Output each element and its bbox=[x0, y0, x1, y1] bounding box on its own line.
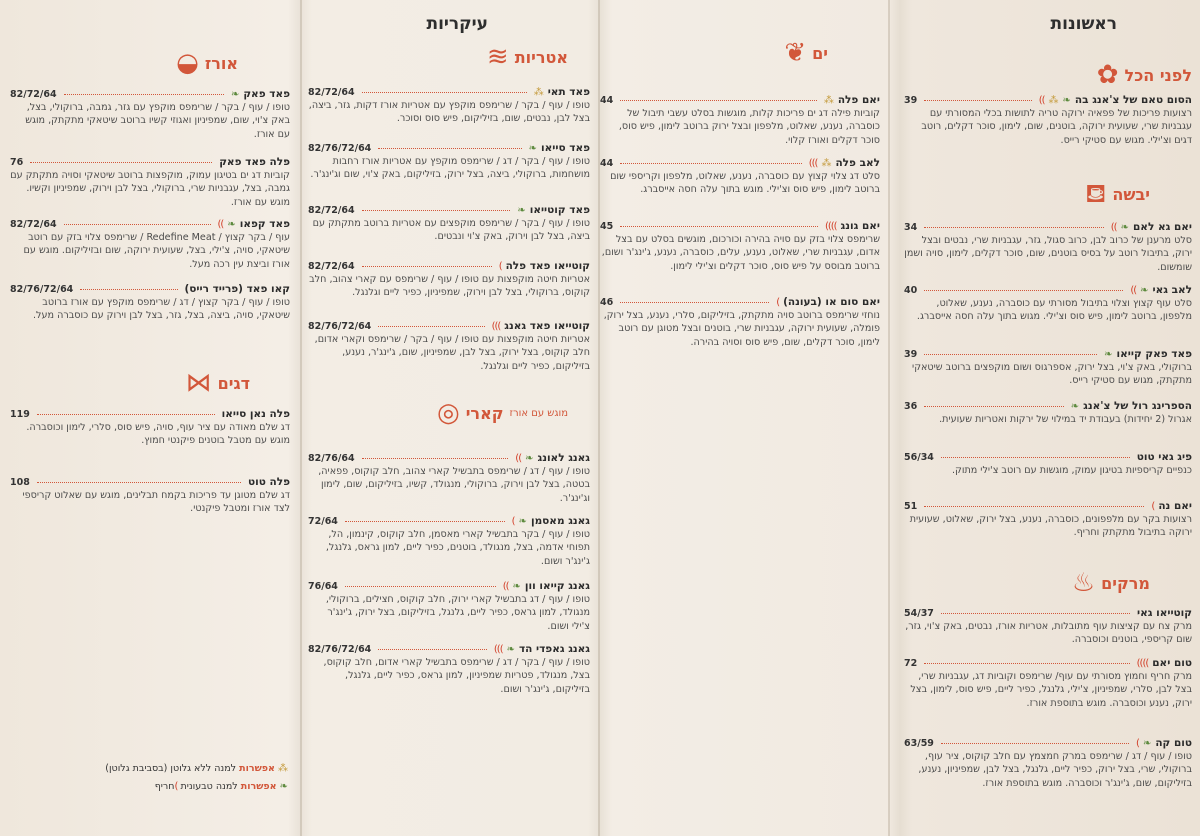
menu-item bbox=[904, 221, 1192, 274]
chili-icon: ))) bbox=[491, 321, 501, 332]
leaf-icon: ❧ bbox=[1120, 222, 1129, 233]
dish-name: יאם גא לאם bbox=[1132, 221, 1192, 233]
leaf-icon: ❧ bbox=[517, 205, 526, 216]
dish-name: פאד קוטייאו bbox=[529, 204, 590, 216]
dish-name: פאד סייאו bbox=[541, 142, 590, 154]
dish-name: קאו פאד (פרייד רייס) bbox=[184, 283, 290, 295]
section-title: אורז bbox=[204, 53, 238, 73]
menu-item bbox=[10, 88, 290, 141]
chili-icon: )) bbox=[502, 581, 509, 592]
menu-item bbox=[904, 657, 1192, 710]
dish-description: קוביות פילה דג ים פריכות קלות, מוגשות בסלט עשבי תיבול של כוסברה, נענע, שאלוט, מלפפון ובצל ירוק ברוטב לימון, פיש סוס, סוכר דקלים ואורז קלוי. bbox=[618, 108, 880, 146]
dish-description: אטריות חיטה מוקפצות עם טופו / עוף / בקר / שרימפס וקארי אדום, חלב קוקוס, בצל ירוק, בצל לבן, שמפיניון, שום, ג'ינג'ר, נענע, בזיליקום, כפיר ליים וגלנגל. bbox=[314, 334, 590, 372]
menu-item bbox=[308, 452, 590, 505]
dish-price: 82/72/64 bbox=[308, 261, 355, 272]
dish-description: מרק חריף וחמוץ מסורתי עם עוף/ שרימפס וקוביות דג, עגבניות שרי, בצל לבן, סלרי, שמפיניון, צ'ילי, גלנגל, כפיר ליים, פיש סוס, לימון, בצל ירוק, נענע וכוסברה. מוגש בתוספת אורז. bbox=[910, 671, 1192, 709]
dish-name: פלה טוט bbox=[248, 476, 290, 488]
dish-description: אטריות חיטה מוקפצות עם טופו / עוף / שרימפס עם קארי צהוב, חלב קוקוס, ברוקולי, בצל לבן וירוק, שמפיניון, כפיר ליים וגלנגל. bbox=[309, 274, 590, 299]
menu-item-header bbox=[308, 452, 590, 465]
menu-item bbox=[904, 284, 1192, 324]
chili-icon: ) bbox=[511, 516, 515, 527]
dish-price: 82/76/64 bbox=[308, 453, 355, 464]
section-title: קארי bbox=[465, 403, 504, 423]
dish-description: קוביות דג ים בטיגון עמוק, מוקפצות ברוטב שיטאקי וסויה מתקתק עם גמבה, בצל, עגבניות שרי, ברוקולי, בצל לבן וירוק, שמפיניון וקשיו. מוגש עם אורז. bbox=[10, 170, 290, 208]
dish-name: גאנג גאפדי הד bbox=[519, 643, 590, 655]
menu-item bbox=[904, 500, 1192, 540]
section-header-soups bbox=[1072, 570, 1150, 596]
section-header-curry bbox=[437, 400, 568, 426]
menu-item bbox=[904, 348, 1192, 388]
section-header-rice bbox=[176, 50, 238, 76]
menu-item bbox=[904, 94, 1192, 147]
menu-item-header bbox=[10, 408, 290, 421]
dish-name: קוטייאו פאד פלה bbox=[505, 260, 590, 272]
menu-panel-rice-fish bbox=[0, 0, 298, 836]
dotted-leader bbox=[378, 326, 484, 327]
dish-description: טופו / עוף / דג / שרימפס בתבשיל קארי צהוב, חלב קוקוס, פפאיה, בטטה, בצל לבן וירוק, ברוקולי, מנגולד, קשיו, בזיליקום, שום, לימון וג'ינג'ר. bbox=[318, 466, 590, 504]
chili-icon: ) bbox=[776, 297, 780, 308]
dish-name: פאד פאק bbox=[243, 88, 290, 100]
dotted-leader bbox=[30, 162, 212, 163]
dish-name: פיג גאי טוט bbox=[1136, 451, 1192, 463]
menu-item-header bbox=[904, 607, 1192, 620]
dotted-leader bbox=[378, 649, 487, 650]
section-title: יבשה bbox=[1112, 184, 1150, 204]
dish-price: 39 bbox=[904, 95, 918, 106]
menu-panel-sea bbox=[600, 0, 888, 836]
section-title: מרקים bbox=[1101, 573, 1150, 593]
dotted-leader bbox=[37, 414, 215, 415]
chili-icon: ) bbox=[1136, 738, 1139, 749]
dotted-leader bbox=[64, 224, 211, 225]
leaf-icon: ❧ bbox=[1070, 401, 1080, 412]
dish-price: 46 bbox=[600, 297, 614, 308]
soup-bowl-icon: ♨ bbox=[1071, 568, 1096, 598]
dish-description: עוף / בקר קצוץ / Redefine Meat / שרימפס צלוי בזק עם רוטב שיטאקי, סויה, צ'ילי, בצל, שעועית ירוקה, שום ובזיליקום. מוגש עם אורז וביצת עין רכה מעל. bbox=[23, 232, 290, 270]
dish-price: 54/37 bbox=[904, 608, 934, 619]
menu-item-header bbox=[600, 220, 880, 233]
dotted-leader bbox=[620, 302, 769, 303]
menu-item bbox=[600, 157, 880, 197]
dish-price: 82/76/72/64 bbox=[10, 284, 74, 295]
menu-item bbox=[308, 204, 590, 244]
dish-price: 82/76/72/64 bbox=[308, 644, 372, 655]
mortar-icon: ⛾ bbox=[1085, 179, 1107, 209]
leaf-icon: ❧ bbox=[528, 143, 538, 154]
curry-bowl-icon: ◎ bbox=[437, 398, 460, 428]
dish-name: יאם סום או (בעונה) bbox=[783, 296, 880, 308]
menu-panel-starters bbox=[893, 0, 1200, 836]
menu-item-header bbox=[10, 88, 290, 101]
dish-price: 44 bbox=[600, 158, 614, 169]
fish-icon: ⋈ bbox=[185, 368, 212, 398]
panel-title: עיקריות bbox=[426, 14, 488, 34]
panel-title: ראשונות bbox=[1050, 14, 1117, 34]
dish-price: 72 bbox=[904, 658, 918, 669]
menu-item bbox=[10, 408, 290, 448]
dish-description: שרימפס צלוי בזק עם סויה בהירה וכורכום, מוגשים בסלט עם בצל אדום, עגבניות שרי, שאלוט, נענע, עלים, כוסברה, נענע, ג'ינג'ר ושום, ברוטב מבוסס על פיש סוס, סוכר דקלים וצ'ילי לימון. bbox=[601, 234, 880, 272]
leaf-icon: ❧ bbox=[512, 581, 521, 592]
dish-description: טופו / עוף / בקר / שרימפס מוקפצים עם אטריות ברוטב מתקתק עם ביצה, בצל לבן וירוק, באק צ'וי ונבטים. bbox=[312, 218, 590, 243]
section-title: לפני הכל bbox=[1124, 65, 1192, 85]
dish-price: 76 bbox=[10, 157, 24, 168]
dish-price: 34 bbox=[904, 222, 918, 233]
dotted-leader bbox=[345, 521, 505, 522]
section-subtitle: מוגש עם אורז bbox=[509, 407, 568, 419]
menu-item bbox=[308, 515, 590, 568]
dish-description: רצועות בקר עם מלפפונים, כוסברה, נענע, בצל ירוק, שאלוט, שעועית ירוקה בתיבול מתקתק וחריף. bbox=[909, 514, 1192, 539]
wheat-icon: ⁂ bbox=[1048, 95, 1059, 106]
dish-price: 56/34 bbox=[904, 452, 934, 463]
dish-description: טופו / עוף / דג בתבשיל קארי ירוק, חלב קוקוס, חצילים, ברוקולי, מנגולד, למון גראס, כפיר ליים, גלנגל, בזיליקום, בצל ירוק, ג'ינג'ר צ'ילי ושום. bbox=[325, 594, 590, 632]
menu-item-header bbox=[308, 320, 590, 333]
dish-name: יאם פלה bbox=[837, 94, 880, 106]
leaf-icon: ❧ bbox=[525, 453, 534, 464]
menu-item-header bbox=[10, 283, 290, 296]
dish-price: 82/72/64 bbox=[10, 219, 57, 230]
dish-price: 63/59 bbox=[904, 738, 934, 749]
dish-name: פלה פאד פאק bbox=[219, 156, 290, 168]
menu-item-header bbox=[904, 657, 1192, 670]
dish-name: פאד פאק קייאו bbox=[1116, 348, 1192, 360]
dotted-leader bbox=[941, 613, 1130, 614]
dotted-leader bbox=[362, 266, 492, 267]
dotted-leader bbox=[924, 506, 1144, 507]
leaf-icon: ❧ bbox=[1140, 285, 1149, 296]
dish-name: לאב פלה bbox=[835, 157, 880, 169]
menu-item bbox=[10, 476, 290, 516]
section-header-fish bbox=[186, 370, 250, 396]
dish-name: הסום טאם של צ'אנג בה bbox=[1074, 94, 1192, 106]
chili-icon: ) bbox=[174, 781, 178, 792]
menu-item-header bbox=[904, 500, 1192, 513]
menu-item-header bbox=[308, 86, 590, 99]
dish-description: נוחזי שרימפס ברוטב סויה מתקתק, בזיליקום, סלרי, נענע, בצל ירוק, פומלה, שעועית ירוקה, עגבניות שרי, בוטנים ובצל מטוגן עם רוטב לימון, סוכר דקלים, שום, פיש סוס וסויה בהירה. bbox=[603, 310, 880, 348]
dish-price: 44 bbox=[600, 95, 614, 106]
dotted-leader bbox=[924, 663, 1129, 664]
rice-bowl-icon: ◒ bbox=[176, 48, 199, 78]
leaf-icon: ❧ bbox=[1142, 738, 1152, 749]
legend-gluten-free: ⁂ אפשרות למנה ללא גלוטן (בסביבת גלוטן) bbox=[105, 763, 288, 774]
dish-price: 76/64 bbox=[308, 581, 338, 592]
dish-description: טופו / עוף / בקר / שרימפס מוקפץ עם אטריות אורז דקות, גזר, ביצה, בצל לבן, נבטים, שום, בזיליקום, פיש סוס וסוכר. bbox=[308, 100, 590, 125]
chili-icon: )))) bbox=[824, 221, 837, 232]
dish-price: 72/64 bbox=[308, 516, 338, 527]
dotted-leader bbox=[362, 92, 527, 93]
chili-icon: ))) bbox=[493, 644, 503, 655]
wheat-icon: ⁂ bbox=[821, 158, 832, 169]
menu-item-header bbox=[600, 94, 880, 107]
section-header-noodles bbox=[487, 44, 568, 70]
dish-name: גאנג לאונג bbox=[537, 452, 590, 464]
dish-price: 39 bbox=[904, 349, 918, 360]
dotted-leader bbox=[64, 94, 224, 95]
dotted-leader bbox=[37, 482, 241, 483]
fish-net-icon: ❦ bbox=[784, 38, 807, 68]
dotted-leader bbox=[924, 290, 1123, 291]
dish-name: הספרינג רול של צ'אנג bbox=[1083, 400, 1192, 412]
menu-item bbox=[308, 320, 590, 373]
dish-description: טופו / עוף / בקר קצוץ / דג / שרימפס מוקפץ עם אורז ברוטב שיטאקי, סויה, ביצה, בצל, גזר, בצל לבן וירוק עם כוסברה מעל. bbox=[33, 297, 290, 322]
menu-item-header bbox=[600, 157, 880, 170]
noodles-chopsticks-icon: ≋ bbox=[486, 42, 509, 72]
dish-price: 82/72/64 bbox=[10, 89, 57, 100]
dotted-leader bbox=[924, 354, 1097, 355]
menu-item-header bbox=[904, 737, 1192, 750]
dotted-leader bbox=[80, 289, 177, 290]
menu-item bbox=[10, 218, 290, 271]
dotted-leader bbox=[941, 743, 1129, 744]
dish-name: פאד תאי bbox=[547, 86, 590, 98]
dish-name: גאנג מאסמן bbox=[530, 515, 590, 527]
dish-price: 82/76/72/64 bbox=[308, 321, 372, 332]
dotted-leader bbox=[941, 457, 1130, 458]
dotted-leader bbox=[924, 100, 1031, 101]
dish-price: 51 bbox=[904, 501, 918, 512]
dish-name: גאנג קייאו וון bbox=[524, 580, 590, 592]
dish-description: דג שלם מאודה עם ציר עוף, סויה, פיש סוס, סלרי, לימון וכוסברה. מוגש עם מטבל בוטנים פיקנטי חמוץ. bbox=[26, 422, 290, 447]
menu-item-header bbox=[308, 142, 590, 155]
chili-icon: )) bbox=[217, 219, 224, 230]
menu-item bbox=[600, 220, 880, 273]
dish-price: 82/72/64 bbox=[308, 87, 355, 98]
dish-price: 45 bbox=[600, 221, 614, 232]
dotted-leader bbox=[362, 458, 509, 459]
menu-item-header bbox=[308, 204, 590, 217]
menu-item bbox=[308, 260, 590, 300]
section-header-dry bbox=[1085, 181, 1150, 207]
dish-description: דג שלם מטוגן עד פריכות בקמח תבלינים, מוגש עם שאלוט קריספי לצד אורז ומטבל פיקנטי. bbox=[22, 490, 290, 515]
menu-item-header bbox=[600, 296, 880, 309]
menu-item-header bbox=[308, 580, 590, 593]
dish-price: 40 bbox=[904, 285, 918, 296]
menu-item-header bbox=[10, 218, 290, 231]
menu-item-header bbox=[904, 400, 1192, 413]
dish-name: טום קה bbox=[1155, 737, 1192, 749]
dish-name: קוטייאו פאד גאנג bbox=[504, 320, 590, 332]
menu-item-header bbox=[904, 451, 1192, 464]
dish-description: אגרול (2 יחידות) בעבודת יד במילוי של ירקות ואטריות שעועית. bbox=[939, 414, 1192, 426]
dish-description: רצועות פריכות של פפאיה ירוקה טריה לתושות בכלי המסורתי עם עגבניות שרי, שעועית ירוקה, בוטנים, שום, לימון, סוכר דקלים, רוטב דגים וצ'ילי. מגוש עם סטיקי רייס. bbox=[921, 108, 1192, 146]
dish-name: יאם נה bbox=[1158, 500, 1192, 512]
leaf-icon: ❧ bbox=[227, 219, 236, 230]
chili-icon: ))) bbox=[808, 158, 818, 169]
dish-description: טופו / עוף / בקר / דג / שרימפס מוקפץ עם אטריות אורז רחבות מושחמות, ברוקולי, ביצה, בצל ירוק, בזיליקום, באק צ'וי, שום וג'ינג'ר. bbox=[310, 156, 590, 181]
section-header-sea bbox=[784, 40, 828, 66]
dish-description: כנפיים קריספיות בטיגון עמוק, מוגשות עם רוטב צ'ילי מתוק. bbox=[951, 465, 1192, 477]
dish-price: 36 bbox=[904, 401, 918, 412]
dish-name: טום יאם bbox=[1152, 657, 1192, 669]
menu-item bbox=[904, 737, 1192, 790]
leaf-icon: ❧ bbox=[1062, 95, 1071, 106]
dish-description: מרק צח עם קציצות עוף מתובלות, אטריות אורז, נבטים, באק צ'וי, גזר, שום קריספי, בוטנים וכוסברה. bbox=[905, 621, 1192, 646]
chili-icon: ) bbox=[498, 261, 502, 272]
leaf-icon: ❧ bbox=[1104, 349, 1113, 360]
menu-item bbox=[308, 86, 590, 126]
legend-vegan: ❧ אפשרות למנה טבעונית )חריף bbox=[154, 781, 288, 792]
menu-item bbox=[308, 142, 590, 182]
dotted-leader bbox=[924, 406, 1064, 407]
dish-description: סלט דג צלוי קצוץ עם כוסברה, נענע, שאלוט, מלפפון וקריספי שום ברוטב לימון, פיש סוס וצ'ילי. מוגש בתוך עלה חסה אייסברג. bbox=[610, 171, 880, 196]
menu-item-header bbox=[904, 221, 1192, 234]
section-header-before bbox=[1097, 62, 1192, 88]
section-title: ים bbox=[812, 43, 828, 63]
dish-description: טופו / עוף / דג / שרימפס במרק חמצמץ עם חלב קוקוס, ציר עוף, ברוקולי, שרי, בצל ירוק, כפיר ליים, גלנגל, בצל לבן, שמפיניון, נענע, בזיליקום, שום, ג'ינג'ר וכוסברה. מוגש בתוספת אורז. bbox=[918, 751, 1192, 789]
dish-name: פלה נאן סייאו bbox=[221, 408, 290, 420]
dotted-leader bbox=[345, 586, 496, 587]
menu-item-header bbox=[308, 643, 590, 656]
menu-item bbox=[308, 643, 590, 696]
menu-legend bbox=[48, 760, 288, 796]
section-title: דגים bbox=[217, 373, 250, 393]
chili-icon: )))) bbox=[1136, 658, 1149, 669]
leaf-icon: ❧ bbox=[230, 89, 240, 100]
chili-icon: )) bbox=[1130, 285, 1137, 296]
leaf-icon: ❧ bbox=[518, 516, 527, 527]
dish-name: יאם גונג bbox=[840, 220, 880, 232]
leaf-icon: ❧ bbox=[279, 781, 288, 792]
dotted-leader bbox=[924, 227, 1104, 228]
dotted-leader bbox=[362, 210, 511, 211]
chili-icon: )) bbox=[1110, 222, 1117, 233]
chili-icon: ) bbox=[1151, 501, 1155, 512]
menu-item-header bbox=[10, 476, 290, 489]
wheat-icon: ⁂ bbox=[533, 87, 544, 98]
menu-item bbox=[904, 451, 1192, 477]
wheat-icon: ⁂ bbox=[823, 95, 834, 106]
dish-name: קוטייאו גאי bbox=[1137, 607, 1192, 619]
chili-pepper-icon: ✿ bbox=[1096, 60, 1119, 90]
menu-item bbox=[10, 283, 290, 323]
menu-panel-mains bbox=[302, 0, 598, 836]
menu-item bbox=[600, 296, 880, 349]
dotted-leader bbox=[620, 163, 802, 164]
dotted-leader bbox=[620, 100, 817, 101]
menu-item bbox=[600, 94, 880, 147]
dotted-leader bbox=[378, 148, 521, 149]
menu-item bbox=[10, 156, 290, 209]
dish-description: טופו / עוף / בקר / שרימפס מוקפץ עם גזר, גמבה, ברוקולי, בצל, באק צ'וי, שום, שמפיניון ואגוזי קשיו ברוטב שיטאקי מתקתק, מוגש עם אורז. bbox=[25, 102, 290, 140]
dish-name: לאב גאי bbox=[1152, 284, 1192, 296]
chili-icon: )) bbox=[1038, 95, 1045, 106]
section-title: אטריות bbox=[514, 47, 568, 67]
dish-price: 82/72/64 bbox=[308, 205, 355, 216]
chili-icon: )) bbox=[515, 453, 522, 464]
legend-spicy: )חריף bbox=[154, 781, 178, 792]
menu-item-header bbox=[10, 156, 290, 169]
wheat-icon: ⁂ bbox=[278, 763, 288, 774]
menu-item bbox=[904, 607, 1192, 647]
dish-price: 108 bbox=[10, 477, 30, 488]
leaf-icon: ❧ bbox=[506, 644, 515, 655]
menu-item-header bbox=[308, 515, 590, 528]
menu-item-header bbox=[904, 94, 1192, 107]
menu-item-header bbox=[904, 348, 1192, 361]
dish-description: טופו / עוף / בקר / דג / שרימפס בתבשיל קארי אדום, חלב קוקוס, בצל, מנגולד, פטריות שמפיניון, למון גראס, כפיר ליים, גלנגל, בזיליקום, ג'ינג'ר ושום. bbox=[323, 657, 590, 695]
menu-item-header bbox=[308, 260, 590, 273]
dish-description: סלט עוף קצוץ וצלוי בתיבול מסורתי עם כוסברה, נענע, שאלוט, מלפפון, ברוטב לימון, פיש סוס וצ'ילי. מגוש בתוך עלה חסה אייסברג. bbox=[916, 298, 1192, 323]
menu-item-header bbox=[904, 284, 1192, 297]
menu-item bbox=[308, 580, 590, 633]
dish-price: 119 bbox=[10, 409, 30, 420]
menu-item bbox=[904, 400, 1192, 426]
dish-description: טופו / עוף / בקר בתבשיל קארי מאסמן, חלב קוקוס, קינמון, הל, תפוחי אדמה, בצל, מנגולד, בוטנים, כפיר ליים, למון גראס, גלנגל, ג'ינג'ר ושום. bbox=[325, 529, 590, 567]
dish-price: 82/76/72/64 bbox=[308, 143, 372, 154]
dish-description: סלט מרענן של כרוב לבן, כרוב סגול, גזר, עגבניות שרי, נבטים ובצל ירוק, בתיבול רוטב על בסיס בוטנים, שום, סוכר דקלים, לימון, סויה ושמן שומשום. bbox=[904, 235, 1192, 273]
dotted-leader bbox=[620, 226, 818, 227]
dish-description: ברוקולי, באק צ'וי, בצל ירוק, אספרגוס ושום מוקפצים ברוטב שיטאקי מתקתק, מגוש עם סטיקי רייס. bbox=[912, 362, 1192, 387]
dish-name: פאד קפאו bbox=[239, 218, 290, 230]
